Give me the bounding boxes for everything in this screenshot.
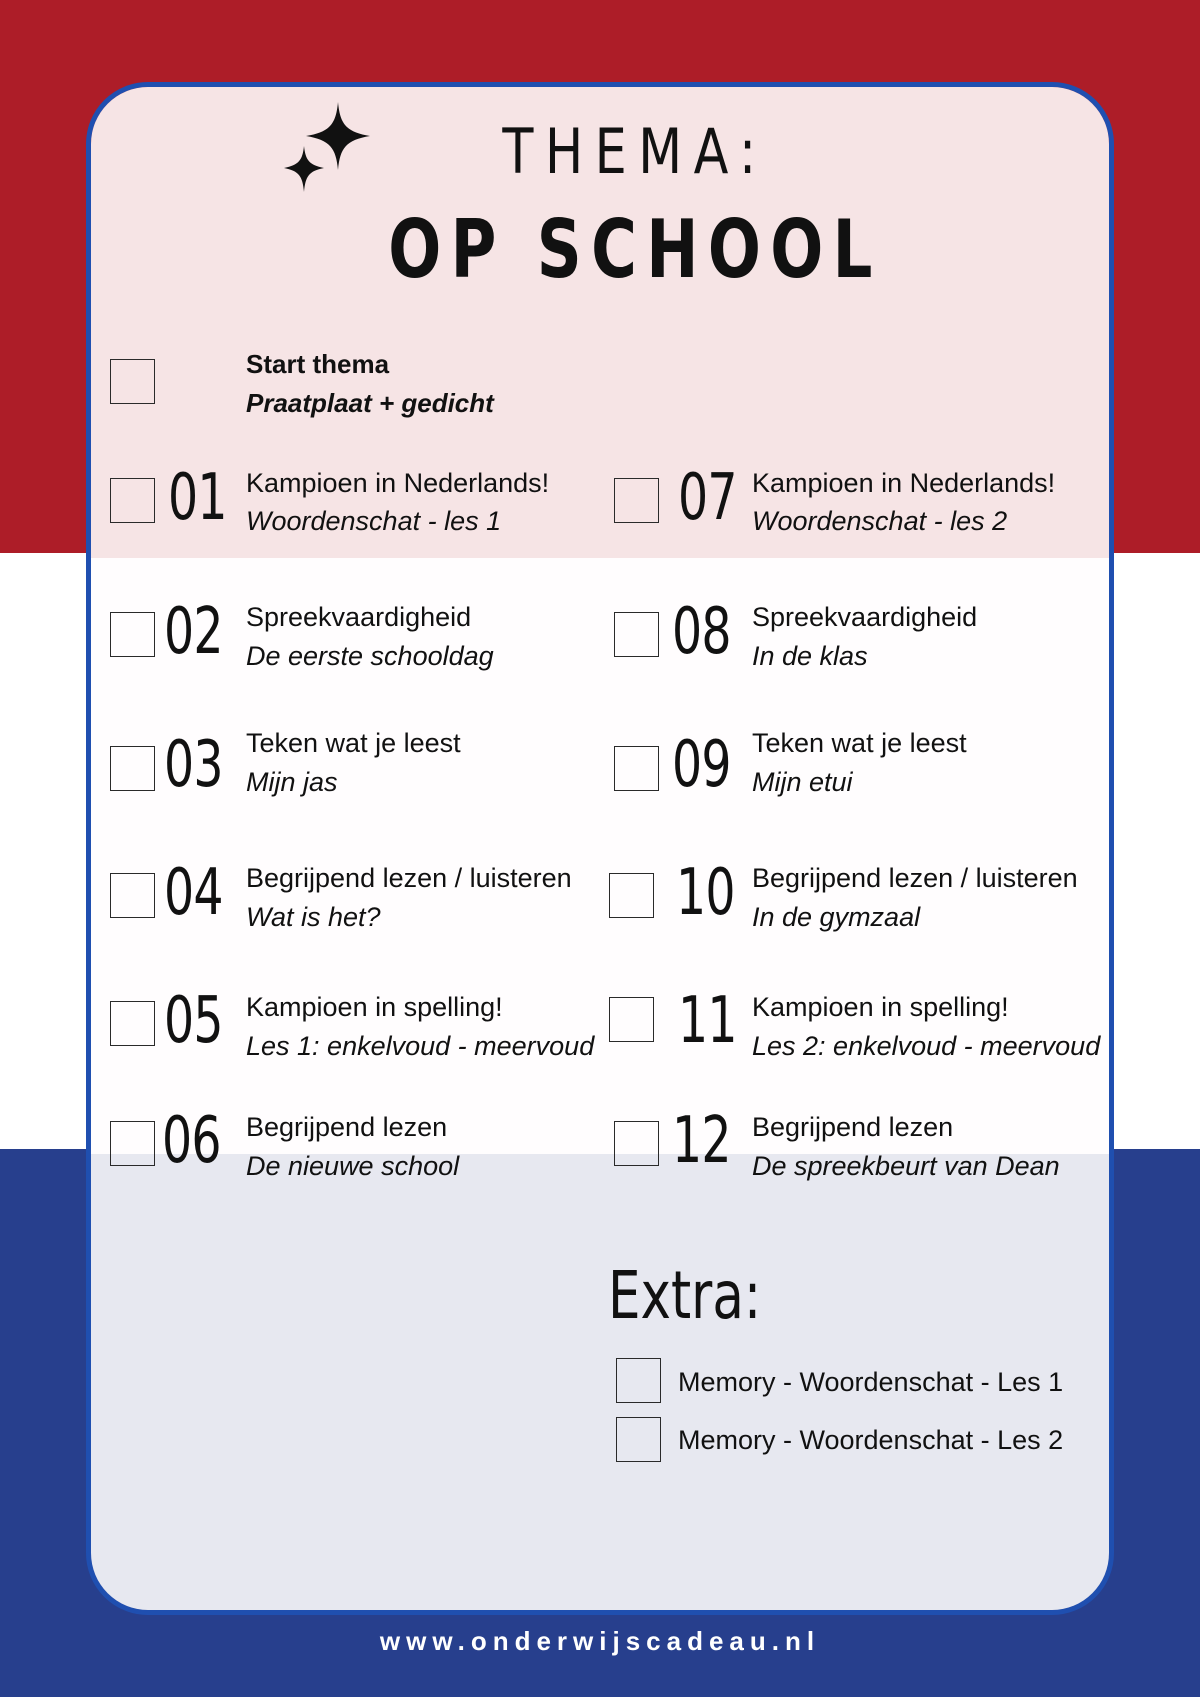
lesson-checkbox-09[interactable] bbox=[614, 746, 659, 791]
extra-heading: Extra: bbox=[608, 1257, 762, 1334]
lesson-title: Begrijpend lezen bbox=[246, 1112, 448, 1142]
lesson-number: 03 bbox=[164, 728, 223, 802]
lesson-subtitle: De spreekbeurt van Dean bbox=[752, 1151, 1060, 1181]
lesson-checkbox-02[interactable] bbox=[110, 612, 155, 657]
lesson-title: Kampioen in spelling! bbox=[246, 992, 503, 1022]
start-title: Start thema bbox=[246, 349, 390, 379]
lesson-number: 02 bbox=[164, 595, 223, 669]
start-checkbox[interactable] bbox=[110, 359, 155, 404]
extra-item-label: Memory - Woordenschat - Les 2 bbox=[678, 1425, 1064, 1455]
card-tint-white bbox=[91, 558, 1109, 1154]
theme-label: THEMA: bbox=[502, 115, 768, 188]
lesson-title: Begrijpend lezen / luisteren bbox=[246, 863, 572, 893]
lesson-number: 05 bbox=[164, 984, 223, 1058]
lesson-checkbox-06[interactable] bbox=[110, 1121, 155, 1166]
start-subtitle: Praatplaat + gedicht bbox=[246, 388, 494, 418]
lesson-title: Kampioen in spelling! bbox=[752, 992, 1009, 1022]
lesson-number: 07 bbox=[678, 461, 737, 535]
lesson-subtitle: Les 1: enkelvoud - meervoud bbox=[246, 1031, 595, 1061]
lesson-number: 04 bbox=[164, 856, 223, 930]
lesson-subtitle: Woordenschat - les 1 bbox=[246, 506, 502, 536]
lesson-title: Teken wat je leest bbox=[246, 728, 461, 758]
lesson-title: Spreekvaardigheid bbox=[246, 602, 472, 632]
lesson-checkbox-10[interactable] bbox=[609, 873, 654, 918]
lesson-checkbox-08[interactable] bbox=[614, 612, 659, 657]
extra-item-label: Memory - Woordenschat - Les 1 bbox=[678, 1367, 1064, 1397]
lesson-subtitle: Wat is het? bbox=[246, 902, 381, 932]
lesson-number: 10 bbox=[676, 856, 735, 930]
lesson-number: 12 bbox=[672, 1104, 731, 1178]
lesson-title: Teken wat je leest bbox=[752, 728, 967, 758]
lesson-number: 11 bbox=[678, 984, 737, 1058]
lesson-checkbox-11[interactable] bbox=[609, 997, 654, 1042]
extra-checkbox-2[interactable] bbox=[616, 1417, 661, 1462]
lesson-subtitle: De eerste schooldag bbox=[246, 641, 494, 671]
footer-url: www.onderwijscadeau.nl bbox=[379, 1626, 821, 1656]
lesson-checkbox-07[interactable] bbox=[614, 478, 659, 523]
lesson-subtitle: De nieuwe school bbox=[246, 1151, 460, 1181]
lesson-subtitle: Mijn etui bbox=[752, 767, 853, 797]
lesson-checkbox-03[interactable] bbox=[110, 746, 155, 791]
lesson-number: 09 bbox=[672, 728, 731, 802]
extra-checkbox-1[interactable] bbox=[616, 1358, 661, 1403]
lesson-number: 01 bbox=[168, 461, 227, 535]
lesson-number: 08 bbox=[672, 595, 731, 669]
lesson-title: Spreekvaardigheid bbox=[752, 602, 978, 632]
lesson-checkbox-12[interactable] bbox=[614, 1121, 659, 1166]
lesson-number: 06 bbox=[162, 1104, 221, 1178]
lesson-title: Begrijpend lezen / luisteren bbox=[752, 863, 1078, 893]
lesson-subtitle: Les 2: enkelvoud - meervoud bbox=[752, 1031, 1101, 1061]
lesson-subtitle: Mijn jas bbox=[246, 767, 338, 797]
lesson-title: Kampioen in Nederlands! bbox=[752, 468, 1056, 498]
lesson-checkbox-05[interactable] bbox=[110, 1001, 155, 1046]
lesson-title: Begrijpend lezen bbox=[752, 1112, 954, 1142]
lesson-checkbox-01[interactable] bbox=[110, 478, 155, 523]
lesson-subtitle: In de klas bbox=[752, 641, 868, 671]
lesson-checkbox-04[interactable] bbox=[110, 873, 155, 918]
lesson-title: Kampioen in Nederlands! bbox=[246, 468, 550, 498]
page-title: OP SCHOOL bbox=[388, 203, 882, 296]
lesson-subtitle: Woordenschat - les 2 bbox=[752, 506, 1008, 536]
lesson-subtitle: In de gymzaal bbox=[752, 902, 921, 932]
